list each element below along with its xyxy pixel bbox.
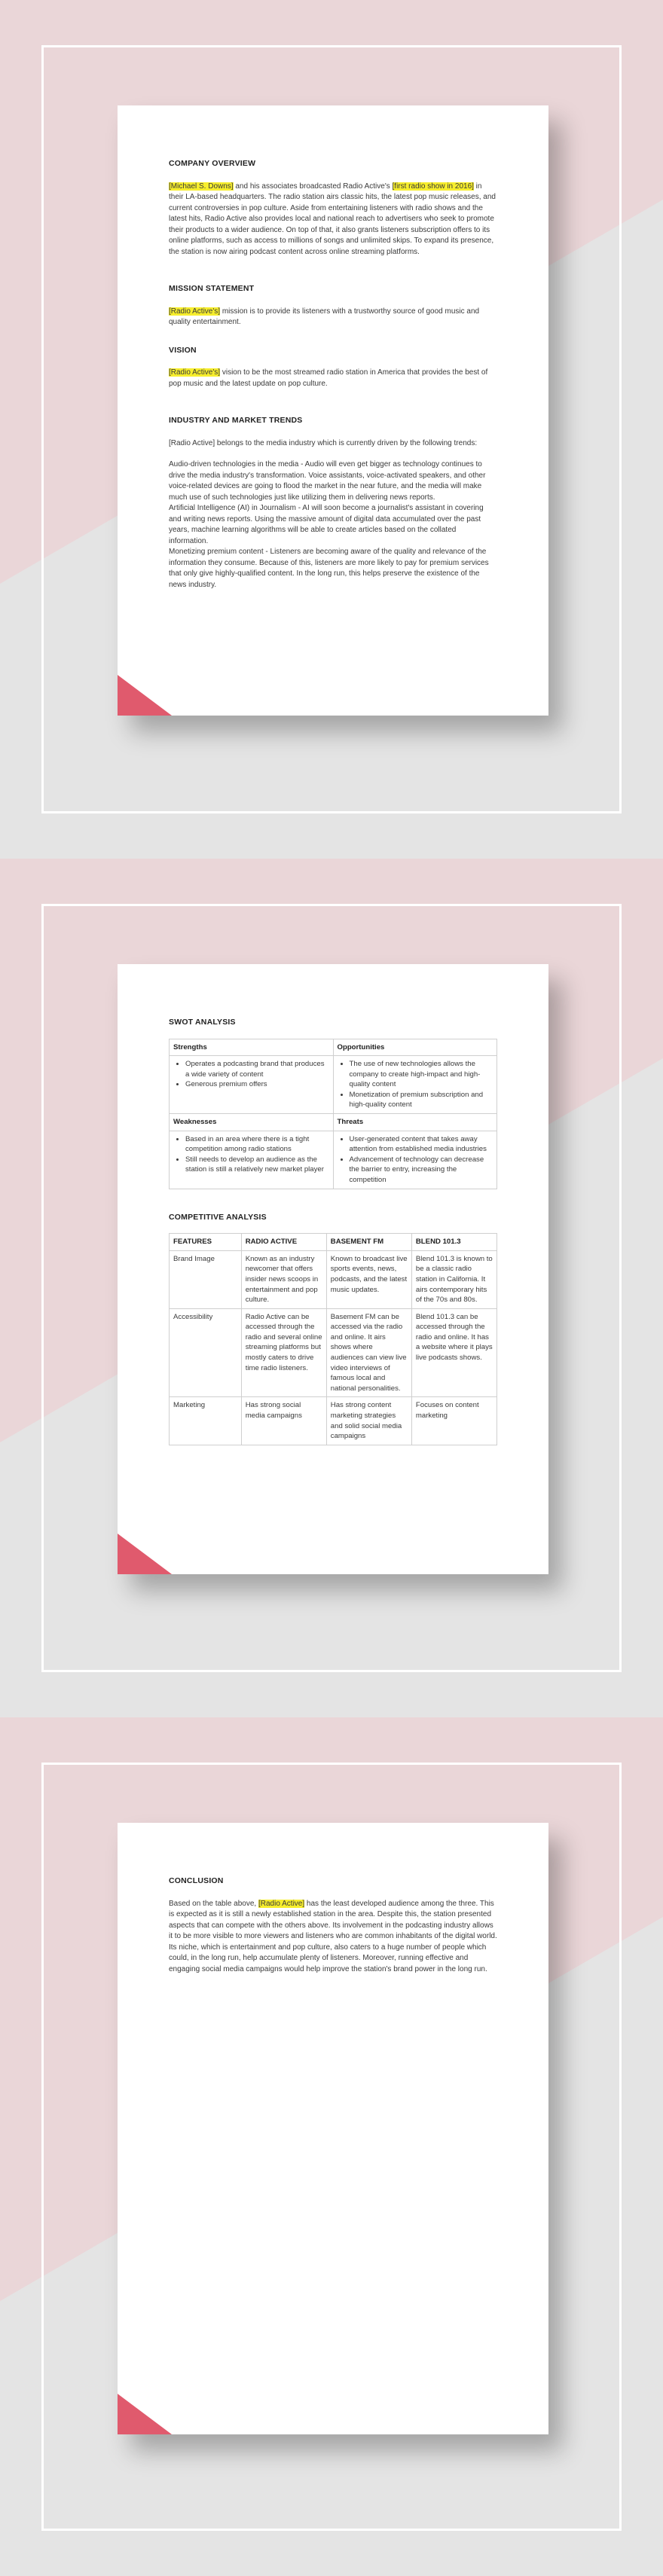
table-cell: Known to broadcast live sports events, news, podcasts, and the latest music updates. xyxy=(326,1250,411,1308)
competitive-table xyxy=(169,1233,497,1445)
preview-panel-2 xyxy=(0,859,663,1717)
swot-list xyxy=(173,1134,329,1175)
swot-strengths-cell xyxy=(170,1056,334,1114)
swot-list-item: • User-generated content that takes away attention from established media industries xyxy=(350,1134,493,1155)
highlight-placeholder: [Radio Active's] xyxy=(169,307,221,316)
overview-text-part: in their LA-based headquarters. The radio station airs classic hits, the latest pop music releases, and current controversies in pop culture. Aside from entertaining listeners with radio shows and the latest hits, Radio Active also provides local and national reach to advertisers who seek to promote their products to a wider audience. On top of that, it also grants listeners subscription offers to its online platforms, such as access to millions of songs and unlimited skips. To expand its presence, the station is now airing podcast content across online streaming platforms. xyxy=(169,182,496,256)
table-cell: Accessibility xyxy=(170,1308,242,1397)
conclusion-text xyxy=(169,1899,497,1976)
document-page-1 xyxy=(118,105,548,716)
competitive-header-row xyxy=(170,1234,497,1251)
vision-text-part: vision to be the most streamed radio station in America that provides the best of pop music and the latest update on pop culture. xyxy=(169,368,488,388)
swot-list-item: • Advancement of technology can decrease the barrier to entry, increasing the competition xyxy=(350,1155,493,1186)
table-row xyxy=(170,1250,497,1308)
swot-opportunities-label: Opportunities xyxy=(333,1039,497,1056)
swot-weaknesses-cell xyxy=(170,1131,334,1189)
industry-heading: INDUSTRY AND MARKET TRENDS xyxy=(169,416,303,425)
table-cell: Focuses on content marketing xyxy=(411,1397,496,1445)
document-page-2 xyxy=(118,964,548,1574)
competitive-heading: COMPETITIVE ANALYSIS xyxy=(169,1212,267,1222)
page-corner-accent xyxy=(118,2389,178,2434)
swot-list-item: • Generous premium offers xyxy=(185,1079,329,1090)
highlight-placeholder: [Radio Active's] xyxy=(169,368,221,377)
swot-list-item: • Based in an area where there is a tight competition among radio stations xyxy=(185,1134,329,1155)
swot-list xyxy=(338,1134,493,1186)
page-corner-accent xyxy=(118,670,178,716)
table-cell: Blend 101.3 is known to be a classic radio station in California. It airs contemporary hits of the 70s and 80s. xyxy=(411,1250,496,1308)
table-cell: Known as an industry newcomer that offers insider news scoops in entertainment and pop culture. xyxy=(241,1250,326,1308)
table-header-cell: BLEND 101.3 xyxy=(411,1234,496,1251)
industry-trends-text: Audio-driven technologies in the media - Audio will even get bigger as technology continues to drive the media industry's transformation. Voice assistants, voice-activated speakers, and other voice-related devices are going to flood the market in the near future, and the media will make much use of such technologies just like utilizing them in delivering news reports. Artificial Intelligence (AI) in Journalism - AI will soon become a journalist's assistant in covering and writing news reports. Using the massive amount of digital data accumulated over the past years, machine learning algorithms will be able to create articles based on the collated information. Monetizing premium content - Listeners are becoming aware of the quality and relevance of the information they consume. Because of this, listeners are more likely to pay for premium services that only give highly-qualified content. In the long run, this helps preserve the existence of the news industry. xyxy=(169,460,489,589)
swot-opportunities-cell xyxy=(333,1056,497,1114)
company-overview-heading: COMPANY OVERVIEW xyxy=(169,159,256,168)
highlight-placeholder: [first radio show in 2016] xyxy=(392,182,474,191)
swot-strengths-label: Strengths xyxy=(170,1039,334,1056)
table-header-cell: RADIO ACTIVE xyxy=(241,1234,326,1251)
swot-threats-label: Threats xyxy=(333,1114,497,1131)
swot-threats-cell xyxy=(333,1131,497,1189)
mission-text-part: mission is to provide its listeners with a trustworthy source of good music and quality entertainment. xyxy=(169,307,480,326)
swot-list-item: • Operates a podcasting brand that produces a wide variety of content xyxy=(185,1059,329,1079)
table-cell: Radio Active can be accessed through the radio and several online streaming platforms but mostly caters to drive time radio listeners. xyxy=(241,1308,326,1397)
table-cell: Brand Image xyxy=(170,1250,242,1308)
swot-list-item: • The use of new technologies allows the company to create high-impact and high-quality content xyxy=(350,1059,493,1090)
table-row xyxy=(170,1308,497,1397)
mission-text xyxy=(169,307,497,328)
table-cell: Basement FM can be accessed via the radio and online. It airs shows where audiences can view live video interviews of famous local and national personalities. xyxy=(326,1308,411,1397)
table-cell: Has strong social media campaigns xyxy=(241,1397,326,1445)
conclusion-text-part: Based on the table above, xyxy=(169,1899,258,1908)
table-header-cell: FEATURES xyxy=(170,1234,242,1251)
competitive-body xyxy=(170,1250,497,1445)
table-cell: Has strong content marketing strategies and solid social media campaigns xyxy=(326,1397,411,1445)
conclusion-text-part: has the least developed audience among the three. This is expected as it is still a newly established station in the area. Despite this, the station presented aspects that can compete with the others above. Its involvement in the podcasting industry allows it to be more visible to more viewers and listeners who are common inhabitants of the digital world. Its niche, which is entertainment and pop culture, also caters to a huge number of people which could, in the long run, help accumulate plenty of listeners. Moreover, running effective and engaging social media campaigns would help improve the station's brand power in the long run. xyxy=(169,1899,497,1973)
swot-list xyxy=(338,1059,493,1110)
company-overview-text xyxy=(169,182,497,258)
vision-heading: VISION xyxy=(169,345,197,355)
conclusion-heading: CONCLUSION xyxy=(169,1876,224,1885)
table-cell: Marketing xyxy=(170,1397,242,1445)
highlight-placeholder: [Radio Active] xyxy=(258,1899,305,1908)
page-corner-accent xyxy=(118,1529,178,1574)
table-row xyxy=(170,1397,497,1445)
overview-text-part: and his associates broadcasted Radio Active's xyxy=(233,182,393,191)
preview-panel-1 xyxy=(0,0,663,859)
table-cell: Blend 101.3 can be accessed through the radio and online. It has a website where it plays live podcasts shows. xyxy=(411,1308,496,1397)
mission-heading: MISSION STATEMENT xyxy=(169,284,255,293)
highlight-placeholder: [Michael S. Downs] xyxy=(169,182,234,191)
table-header-cell: BASEMENT FM xyxy=(326,1234,411,1251)
swot-list-item: • Monetization of premium subscription and high-quality content xyxy=(350,1090,493,1110)
swot-weaknesses-label: Weaknesses xyxy=(170,1114,334,1131)
swot-heading: SWOT ANALYSIS xyxy=(169,1018,236,1027)
swot-list-item: • Still needs to develop an audience as the station is still a relatively new market player xyxy=(185,1155,329,1175)
vision-text xyxy=(169,368,497,389)
swot-list xyxy=(173,1059,329,1090)
industry-intro: [Radio Active] belongs to the media industry which is currently driven by the following trends: xyxy=(169,438,478,447)
document-page-3 xyxy=(118,1823,548,2434)
swot-table xyxy=(169,1039,497,1189)
preview-panel-3 xyxy=(0,1717,663,2576)
